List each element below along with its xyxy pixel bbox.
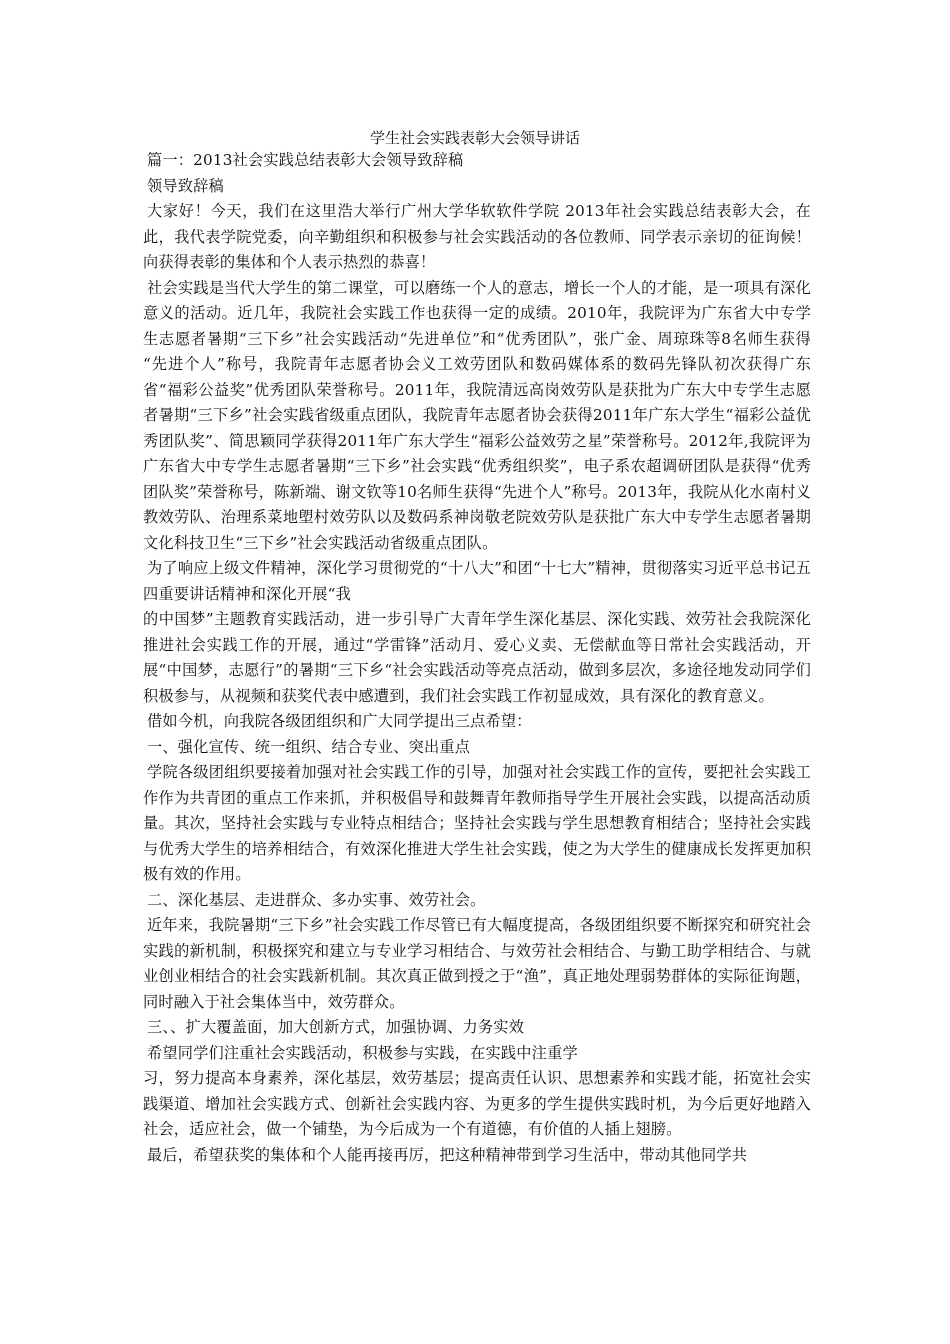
paragraph-point-1-body: 学院各级团组织要接着加强对社会实践工作的引导，加强对社会实践工作的宣传，要把社会实践工作作为共青团的重点工作来抓，并积极倡导和鼓舞青年教师指导学生开展社会实践，以提高活动质量。其次，坚持社会实践与专业特点相结合；坚持社会实践与学生思想教育相结合；坚持社会实践与优秀大学生的培养相结合，有效深化推进大学生社会实践，使之为大学生的健康成长发挥更加积极有效的作用。 — [143, 763, 811, 883]
paragraph-closing: 最后，希望获奖的集体和个人能再接再厉，把这种精神带到学习生活中，带动其他同学共 — [147, 1145, 748, 1164]
paragraph-achievements: 社会实践是当代大学生的第二课堂，可以磨练一个人的意志，增长一个人的才能，是一项具有深化意义的活动。近几年，我院社会实践工作也获得一定的成绩。2010年，我院评为广东省大中专学生志愿者暑期“三下乡”社会实践活动“先进单位”和“优秀团队”，张广金、周琼珠等8名师生获得 “先进个人”称号，我院青年志愿者协会义工效劳团队和数码媒体系的数码先锋队初次获得广东省“福彩公益奖”优秀团队荣誉称号。2011年，我院清远高岗效劳队是获批为广东大中专学生志愿者暑期“三下乡”社会实践省级重点团队，我院青年志愿者协会获得2011年广东大学生“福彩公益优秀团队奖”、简思颖同学获得2011年广东大学生“福彩公益效劳之星”荣誉称号。2012年,我院评为广东省大中专学生志愿者暑期“三下乡”社会实践“优秀组织奖”，电子系农超调研团队是获得“优秀团队奖”荣誉称号，陈新端、谢文钦等10名师生获得“先进个人”称号。2013年，我院从化水南村义教效劳队、治理系菜地塱村效劳队以及数码系神岗敬老院效劳队是获批广东大中专学生志愿者暑期文化科技卫生“三下乡”社会实践活动省级重点团队。 — [143, 278, 811, 552]
paragraph-point-2-body: 近年来，我院暑期“三下乡”社会实践工作尽管已有大幅度提高，各级团组织要不断探究和研究社会实践的新机制，积极探究和建立与专业学习相结合、与效劳社会相结合、与勤工助学相结合、与就业创业相结合的社会实践新机制。其次真正做到授之于“渔”，真正地处理弱势群体的实际征询题，同时融入于社会集体当中，效劳群众。 — [143, 916, 811, 1011]
paragraph-section-heading-1: 篇一：2013社会实践总结表彰大会领导致辞稿 — [147, 151, 464, 169]
paragraph-response-cont: 的中国梦”主题教育实践活动，进一步引导广大青年学生深化基层、深化实践、效劳社会我院深化推进社会实践工作的开展，通过“学雷锋”活动月、爱心义卖、无偿献血等日常社会实践活动，开展“中国梦，志愿行”的暑期“三下乡“社会实践活动等亮点活动，做到多层次，多途径地发动同学们积极参与，从视频和获奖代表中感遭到，我们社会实践工作初显成效，具有深化的教育意义。 — [143, 610, 811, 705]
paragraph-heading-point-2: 二、深化基层、走进群众、多办实事、效劳社会。 — [147, 890, 486, 909]
paragraph-greeting: 大家好！今天，我们在这里浩大举行广州大学华软软件学院 2013年社会实践总结表彰大会，在此，我代表学院党委，向辛勤组织和积极参与社会实践活动的各位教师、同学表示亲切的征询候！向获得表彰的集体和个人表示热烈的恭喜！ — [143, 202, 811, 271]
paragraph-point-3-intro: 希望同学们注重社会实践活动，积极参与实践，在实践中注重学 — [147, 1043, 578, 1062]
paragraph-response-intro: 为了响应上级文件精神，深化学习贯彻党的“十八大”和团“十七大”精神，贯彻落实习近平总书记五四重要讲话精神和深化开展“我 — [143, 559, 811, 603]
paragraph-hopes-intro: 借如今机，向我院各级团组织和广大同学提出三点希望： — [147, 712, 532, 730]
document-title: 学生社会实践表彰大会领导讲话 — [369, 129, 580, 147]
document-body — [143, 148, 811, 1168]
paragraph-point-3-body: 习，努力提高本身素养，深化基层，效劳基层；提高责任认识、思想素养和实践才能，拓宽社会实践渠道、增加社会实践方式、创新社会实践内容、为更多的学生提供实践时机，为今后更好地踏入社会，适应社会，做一个铺垫，为今后成为一个有道德，有价值的人插上翅膀。 — [143, 1069, 811, 1138]
paragraph-heading-point-3: 三、、扩大覆盖面，加大创新方式，加强协调、力务实效 — [147, 1018, 525, 1036]
paragraph-heading-point-1: 一、强化宣传、统一组织、结合专业、突出重点 — [147, 737, 471, 756]
paragraph-subtitle: 领导致辞稿 — [147, 176, 224, 195]
